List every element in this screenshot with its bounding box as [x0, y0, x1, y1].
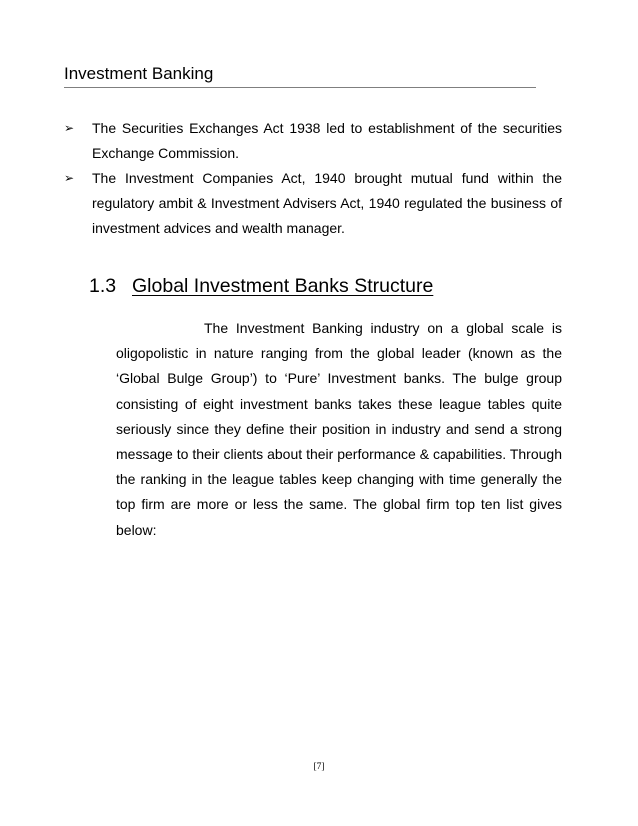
- section-paragraph: The Investment Banking industry on a global scale is oligopolistic in nature ranging from the global leader (known as the ‘Global Bulge Group’) to ‘Pure’ Investment banks. The bulge group consisting of eight investment banks takes these league tables quite seriously since they define their position in industry and send a strong message to their clients about their performance & capabilities. Through the ranking in the league tables keep changing with time generally the top firm are more or less the same. The global firm top ten list gives below:: [116, 320, 562, 538]
- header-title: Investment Banking: [64, 64, 214, 83]
- bullet-text: The Securities Exchanges Act 1938 led to establishment of the securities Exchange Commission.: [92, 120, 562, 161]
- arrowhead-bullet-icon: ➢: [64, 121, 75, 135]
- bullet-text: The Investment Companies Act, 1940 brought mutual fund within the regulatory ambit & Investment Advisers Act, 1940 regulated the business of investment advices and wealth manager.: [92, 170, 562, 236]
- bullet-item: [64, 116, 562, 166]
- running-header: [64, 62, 536, 88]
- arrowhead-bullet-icon: ➢: [64, 171, 75, 185]
- section-heading: [89, 272, 433, 300]
- page-number: [7]: [313, 762, 325, 772]
- bullet-item: [64, 166, 562, 241]
- section-number: 1.3: [89, 275, 117, 297]
- section-title: Global Investment Banks Structure: [132, 275, 434, 297]
- bullet-list: [64, 116, 562, 241]
